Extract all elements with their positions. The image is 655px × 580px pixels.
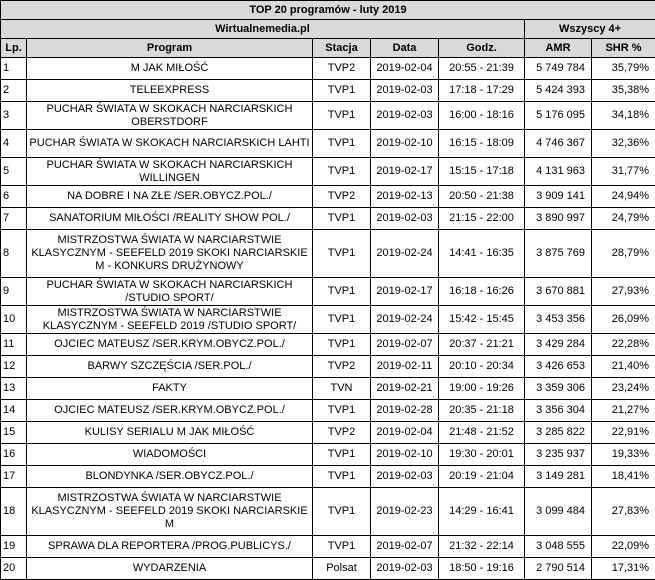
table-row <box>1 186 655 208</box>
cell-lp: 16 <box>1 444 27 466</box>
cell-amr: 5 176 095 <box>525 102 592 130</box>
cell-lp: 18 <box>1 488 27 536</box>
cell-lp: 3 <box>1 102 27 130</box>
cell-lp: 1 <box>1 58 27 80</box>
cell-godz: 21:48 - 21:52 <box>439 422 525 444</box>
table-row <box>1 466 655 488</box>
source-label: Wirtualnemedia.pl <box>1 20 525 39</box>
cell-program: KULISY SERIALU M JAK MIŁOŚĆ <box>27 422 313 444</box>
cell-program: MISTRZOSTWA ŚWIATA W NARCIARSTWIE KLASYCZNYM - SEEFELD 2019 SKOKI NARCIARSKIE M <box>27 488 313 536</box>
cell-stacja: TVP1 <box>313 102 371 130</box>
cell-stacja: TVP2 <box>313 58 371 80</box>
cell-shr: 24,79% <box>592 208 655 230</box>
table-row <box>1 230 655 278</box>
cell-stacja: TVP1 <box>313 400 371 422</box>
cell-godz: 19:00 - 19:26 <box>439 378 525 400</box>
cell-godz: 15:42 - 15:45 <box>439 306 525 334</box>
cell-lp: 11 <box>1 334 27 356</box>
cell-stacja: TVP1 <box>313 130 371 158</box>
cell-program: SPRAWA DLA REPORTERA /PROG.PUBLICYS./ <box>27 536 313 558</box>
table-row <box>1 130 655 158</box>
cell-lp: 7 <box>1 208 27 230</box>
cell-data: 2019-02-04 <box>371 58 439 80</box>
cell-lp: 20 <box>1 558 27 580</box>
cell-amr: 4 131 963 <box>525 158 592 186</box>
cell-data: 2019-02-17 <box>371 158 439 186</box>
cell-shr: 35,79% <box>592 58 655 80</box>
cell-amr: 5 749 784 <box>525 58 592 80</box>
col-header-data: Data <box>371 39 439 58</box>
cell-godz: 16:15 - 18:09 <box>439 130 525 158</box>
cell-amr: 3 429 284 <box>525 334 592 356</box>
cell-godz: 20:10 - 20:34 <box>439 356 525 378</box>
cell-data: 2019-02-03 <box>371 466 439 488</box>
cell-amr: 3 356 304 <box>525 400 592 422</box>
cell-godz: 20:35 - 21:18 <box>439 400 525 422</box>
cell-data: 2019-02-24 <box>371 306 439 334</box>
cell-shr: 34,18% <box>592 102 655 130</box>
cell-stacja: TVP1 <box>313 334 371 356</box>
cell-amr: 3 909 141 <box>525 186 592 208</box>
cell-stacja: Polsat <box>313 558 371 580</box>
cell-stacja: TVP1 <box>313 306 371 334</box>
cell-program: OJCIEC MATEUSZ /SER.KRYM.OBYCZ.POL./ <box>27 400 313 422</box>
cell-godz: 16:18 - 16:26 <box>439 278 525 306</box>
table-row <box>1 58 655 80</box>
cell-data: 2019-02-04 <box>371 422 439 444</box>
table-body <box>1 58 655 580</box>
cell-stacja: TVP2 <box>313 422 371 444</box>
cell-stacja: TVP2 <box>313 186 371 208</box>
col-header-stacja: Stacja <box>313 39 371 58</box>
col-header-lp: Lp. <box>1 39 27 58</box>
cell-data: 2019-02-13 <box>371 186 439 208</box>
cell-shr: 22,91% <box>592 422 655 444</box>
cell-program: NA DOBRE I NA ZŁE /SER.OBYCZ.POL./ <box>27 186 313 208</box>
cell-data: 2019-02-10 <box>371 444 439 466</box>
cell-lp: 8 <box>1 230 27 278</box>
table-row <box>1 278 655 306</box>
cell-shr: 27,83% <box>592 488 655 536</box>
cell-godz: 21:32 - 22:14 <box>439 536 525 558</box>
cell-stacja: TVP1 <box>313 278 371 306</box>
cell-stacja: TVP1 <box>313 158 371 186</box>
cell-godz: 20:55 - 21:39 <box>439 58 525 80</box>
cell-program: PUCHAR ŚWIATA W SKOKACH NARCIARSKICH OBERSTDORF <box>27 102 313 130</box>
cell-shr: 31,77% <box>592 158 655 186</box>
table-row <box>1 158 655 186</box>
cell-amr: 3 359 306 <box>525 378 592 400</box>
cell-stacja: TVN <box>313 378 371 400</box>
cell-data: 2019-02-28 <box>371 400 439 422</box>
cell-stacja: TVP1 <box>313 536 371 558</box>
cell-amr: 3 149 281 <box>525 466 592 488</box>
table-row <box>1 334 655 356</box>
cell-godz: 17:18 - 17:29 <box>439 80 525 102</box>
cell-godz: 18:50 - 19:16 <box>439 558 525 580</box>
cell-data: 2019-02-03 <box>371 102 439 130</box>
cell-program: WYDARZENIA <box>27 558 313 580</box>
cell-shr: 21,40% <box>592 356 655 378</box>
cell-godz: 20:37 - 21:21 <box>439 334 525 356</box>
cell-amr: 3 875 769 <box>525 230 592 278</box>
cell-stacja: TVP1 <box>313 444 371 466</box>
cell-amr: 3 048 555 <box>525 536 592 558</box>
cell-data: 2019-02-17 <box>371 278 439 306</box>
cell-amr: 4 746 367 <box>525 130 592 158</box>
cell-lp: 19 <box>1 536 27 558</box>
cell-program: MISTRZOSTWA ŚWIATA W NARCIARSTWIE KLASYCZNYM - SEEFELD 2019 SKOKI NARCIARSKIE M - KONKURS DRUŻYNOWY <box>27 230 313 278</box>
cell-godz: 14:41 - 16:35 <box>439 230 525 278</box>
cell-stacja: TVP1 <box>313 466 371 488</box>
cell-data: 2019-02-07 <box>371 536 439 558</box>
cell-shr: 24,94% <box>592 186 655 208</box>
table-title: TOP 20 programów - luty 2019 <box>1 1 655 20</box>
cell-godz: 15:15 - 17:18 <box>439 158 525 186</box>
cell-data: 2019-02-07 <box>371 334 439 356</box>
table-row <box>1 378 655 400</box>
cell-program: BARWY SZCZĘŚCIA /SER.POL./ <box>27 356 313 378</box>
cell-lp: 9 <box>1 278 27 306</box>
cell-shr: 35,38% <box>592 80 655 102</box>
cell-data: 2019-02-11 <box>371 356 439 378</box>
cell-program: SANATORIUM MIŁOŚCI /REALITY SHOW POL./ <box>27 208 313 230</box>
table-row <box>1 400 655 422</box>
cell-data: 2019-02-03 <box>371 208 439 230</box>
cell-amr: 3 453 356 <box>525 306 592 334</box>
cell-amr: 2 790 514 <box>525 558 592 580</box>
cell-lp: 5 <box>1 158 27 186</box>
cell-shr: 27,93% <box>592 278 655 306</box>
cell-godz: 19:30 - 20:01 <box>439 444 525 466</box>
table-row <box>1 422 655 444</box>
table-row <box>1 208 655 230</box>
cell-stacja: TVP2 <box>313 356 371 378</box>
cell-shr: 23,24% <box>592 378 655 400</box>
cell-program: MISTRZOSTWA ŚWIATA W NARCIARSTWIE KLASYCZNYM - SEEFELD 2019 /STUDIO SPORT/ <box>27 306 313 334</box>
cell-program: M JAK MIŁOŚĆ <box>27 58 313 80</box>
cell-program: PUCHAR ŚWIATA W SKOKACH NARCIARSKICH LAHTI <box>27 130 313 158</box>
cell-program: TELEEXPRESS <box>27 80 313 102</box>
cell-program: BLONDYNKA /SER.OBYCZ.POL./ <box>27 466 313 488</box>
table-row <box>1 488 655 536</box>
cell-godz: 16:00 - 18:16 <box>439 102 525 130</box>
cell-program: PUCHAR ŚWIATA W SKOKACH NARCIARSKICH WILLINGEN <box>27 158 313 186</box>
cell-shr: 32,36% <box>592 130 655 158</box>
cell-shr: 17,31% <box>592 558 655 580</box>
cell-shr: 28,79% <box>592 230 655 278</box>
cell-shr: 26,09% <box>592 306 655 334</box>
table-row <box>1 356 655 378</box>
table-row <box>1 558 655 580</box>
cell-godz: 14:29 - 16:41 <box>439 488 525 536</box>
cell-lp: 4 <box>1 130 27 158</box>
table-row <box>1 536 655 558</box>
cell-stacja: TVP1 <box>313 208 371 230</box>
cell-program: PUCHAR ŚWIATA W SKOKACH NARCIARSKICH /STUDIO SPORT/ <box>27 278 313 306</box>
cell-godz: 20:50 - 21:38 <box>439 186 525 208</box>
cell-amr: 3 670 881 <box>525 278 592 306</box>
cell-shr: 18,41% <box>592 466 655 488</box>
cell-amr: 5 424 393 <box>525 80 592 102</box>
cell-amr: 3 235 937 <box>525 444 592 466</box>
cell-amr: 3 890 997 <box>525 208 592 230</box>
col-header-shr: SHR % <box>592 39 655 58</box>
cell-lp: 13 <box>1 378 27 400</box>
cell-lp: 6 <box>1 186 27 208</box>
table-row <box>1 80 655 102</box>
cell-data: 2019-02-24 <box>371 230 439 278</box>
cell-godz: 21:15 - 22:00 <box>439 208 525 230</box>
cell-amr: 3 099 484 <box>525 488 592 536</box>
audience-group: Wszyscy 4+ <box>525 20 655 39</box>
cell-amr: 3 285 822 <box>525 422 592 444</box>
cell-program: OJCIEC MATEUSZ /SER.KRYM.OBYCZ.POL./ <box>27 334 313 356</box>
cell-lp: 15 <box>1 422 27 444</box>
cell-lp: 17 <box>1 466 27 488</box>
cell-lp: 10 <box>1 306 27 334</box>
cell-data: 2019-02-03 <box>371 80 439 102</box>
cell-data: 2019-02-21 <box>371 378 439 400</box>
cell-data: 2019-02-03 <box>371 558 439 580</box>
cell-data: 2019-02-23 <box>371 488 439 536</box>
cell-stacja: TVP1 <box>313 230 371 278</box>
cell-lp: 2 <box>1 80 27 102</box>
cell-stacja: TVP1 <box>313 80 371 102</box>
col-header-amr: AMR <box>525 39 592 58</box>
col-header-program: Program <box>27 39 313 58</box>
cell-lp: 14 <box>1 400 27 422</box>
cell-shr: 19,33% <box>592 444 655 466</box>
cell-shr: 22,28% <box>592 334 655 356</box>
cell-shr: 22,09% <box>592 536 655 558</box>
cell-data: 2019-02-10 <box>371 130 439 158</box>
cell-amr: 3 426 653 <box>525 356 592 378</box>
cell-godz: 20:19 - 21:04 <box>439 466 525 488</box>
cell-stacja: TVP1 <box>313 488 371 536</box>
table-row <box>1 306 655 334</box>
col-header-godz: Godz. <box>439 39 525 58</box>
cell-lp: 12 <box>1 356 27 378</box>
cell-program: WIADOMOŚCI <box>27 444 313 466</box>
cell-shr: 21,27% <box>592 400 655 422</box>
cell-program: FAKTY <box>27 378 313 400</box>
table-row <box>1 444 655 466</box>
table-row <box>1 102 655 130</box>
